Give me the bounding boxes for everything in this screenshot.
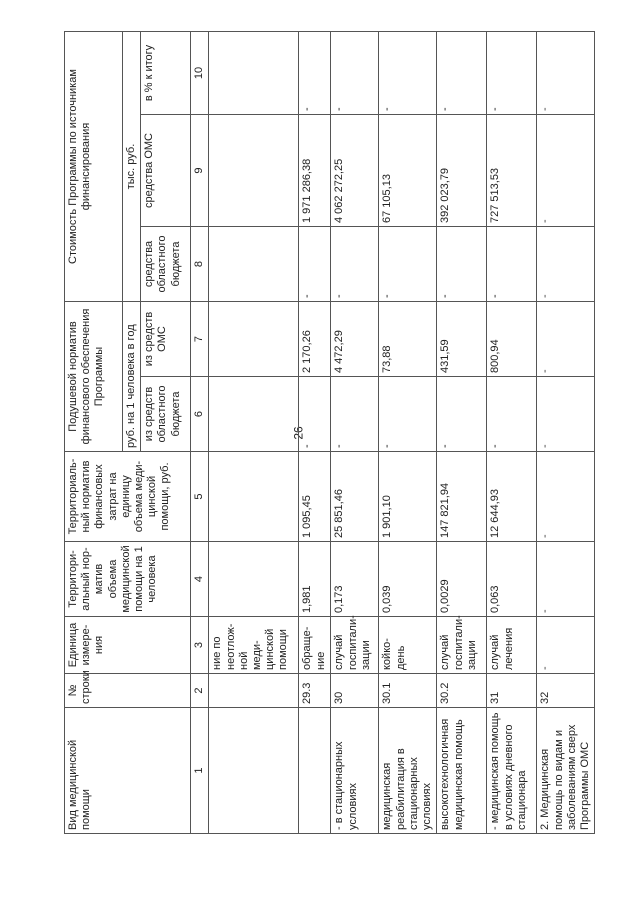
col-number: 8 [191,227,209,302]
cell-c6 [209,377,299,452]
header-per-capita-unit: руб. на 1 человека в год [123,302,141,452]
cell-c7: 800,94 [487,302,537,377]
col-number: 7 [191,302,209,377]
cell-no [209,674,299,708]
col-number: 3 [191,617,209,674]
header-row-1 [65,32,123,834]
header-norm-cost: Территориаль-ный норматив финансовых затрат на единицу объема меди-цинской помощи, руб. [65,452,191,542]
cell-c9: 727 513,53 [487,115,537,227]
cell-c7 [209,302,299,377]
cell-no: 29.3 [299,674,331,708]
cell-c10: - [487,32,537,115]
cell-vid: - в стационарных условиях [331,708,379,834]
header-norm-volume: Территори-альный нор-матив объема медицинской помощи на 1 человека [65,542,191,617]
cell-c8 [209,227,299,302]
cell-c4: 0,173 [331,542,379,617]
col-number: 6 [191,377,209,452]
rotated-table-wrapper [64,32,591,834]
cell-c5: 147 821,94 [437,452,487,542]
table-row [537,32,595,834]
cell-c10: - [537,32,595,115]
page-number: 26 [291,426,306,440]
cell-c8: - [331,227,379,302]
cell-c8: - [537,227,595,302]
cell-unit: случай госпитали-зации [331,617,379,674]
header-cost-pct: в % к итогу [141,32,191,115]
cell-c5: 25 851,46 [331,452,379,542]
cell-c7: 4 472,29 [331,302,379,377]
cell-c7: 2 170,26 [299,302,331,377]
cell-c5: 1 095,45 [299,452,331,542]
cell-c10: - [299,32,331,115]
cell-c7: 431,59 [437,302,487,377]
cell-c4: - [537,542,595,617]
cell-no: 30.2 [437,674,487,708]
header-cost: Стоимость Программы по источникам финансирования [65,32,123,302]
col-number: 1 [191,708,209,834]
cell-vid [299,708,331,834]
cell-no: 30 [331,674,379,708]
table-row [379,32,437,834]
header-pc-oms: из средств ОМС [141,302,191,377]
cell-c5: 1 901,10 [379,452,437,542]
cell-no: 32 [537,674,595,708]
cell-c8: - [379,227,437,302]
header-cost-unit: тыс. руб. [123,32,141,302]
cell-c9: 392 023,79 [437,115,487,227]
cell-c6: - [537,377,595,452]
cell-c9: 67 105,13 [379,115,437,227]
cell-c6: - [437,377,487,452]
cell-vid [209,708,299,834]
col-number: 4 [191,542,209,617]
col-number: 5 [191,452,209,542]
cell-c8: - [299,227,331,302]
cell-c4 [209,542,299,617]
table-row [209,32,299,834]
cell-c4: 0,063 [487,542,537,617]
header-pc-budget: из средств областного бюджета [141,377,191,452]
col-number: 9 [191,115,209,227]
header-vid: Вид медицинской помощи [65,708,191,834]
table-row [331,32,379,834]
cell-c8: - [437,227,487,302]
cell-unit: койко-день [379,617,437,674]
cell-vid: высокотехнологичная медицинская помощь [437,708,487,834]
column-numbers-row [191,32,209,834]
table-row [487,32,537,834]
header-cost-oms: средства ОМС [141,115,191,227]
table-row [299,32,331,834]
cell-c6: - [299,377,331,452]
cell-c4: 0,039 [379,542,437,617]
cell-c7: - [537,302,595,377]
col-number: 10 [191,32,209,115]
header-cost-budget: средства областного бюджета [141,227,191,302]
cell-vid: медицинская реабилитация в стационарных условиях [379,708,437,834]
cell-unit: ние по неотлож-ной меди-цинской помощи [209,617,299,674]
cell-c5: 12 644,93 [487,452,537,542]
header-unit: Единица измере-ния [65,617,191,674]
cell-c10: - [331,32,379,115]
cell-c10 [209,32,299,115]
cell-c5 [209,452,299,542]
financing-table [64,31,595,834]
header-row-number: № строки [65,674,191,708]
cell-no: 31 [487,674,537,708]
header-per-capita: Подушевой норматив финансового обеспечения Программы [65,302,123,452]
cell-unit: обраще-ние [299,617,331,674]
cell-unit: - [537,617,595,674]
cell-c6: - [379,377,437,452]
cell-unit: случай лечения [487,617,537,674]
cell-c10: - [437,32,487,115]
cell-unit: случай госпитали-зации [437,617,487,674]
cell-c9: - [537,115,595,227]
cell-c9 [209,115,299,227]
cell-c10: - [379,32,437,115]
cell-c6: - [331,377,379,452]
cell-vid: 2. Медицинская помощь по видам и заболеваниям сверх Программы ОМС [537,708,595,834]
cell-c4: 0,0029 [437,542,487,617]
cell-no: 30.1 [379,674,437,708]
col-number: 2 [191,674,209,708]
table-row [437,32,487,834]
cell-c8: - [487,227,537,302]
cell-c9: 4 062 272,25 [331,115,379,227]
cell-c9: 1 971 286,38 [299,115,331,227]
cell-c5: - [537,452,595,542]
cell-c6: - [487,377,537,452]
cell-c7: 73,88 [379,302,437,377]
cell-c4: 1,981 [299,542,331,617]
cell-vid: - медицинская помощь в условиях дневного стационара [487,708,537,834]
